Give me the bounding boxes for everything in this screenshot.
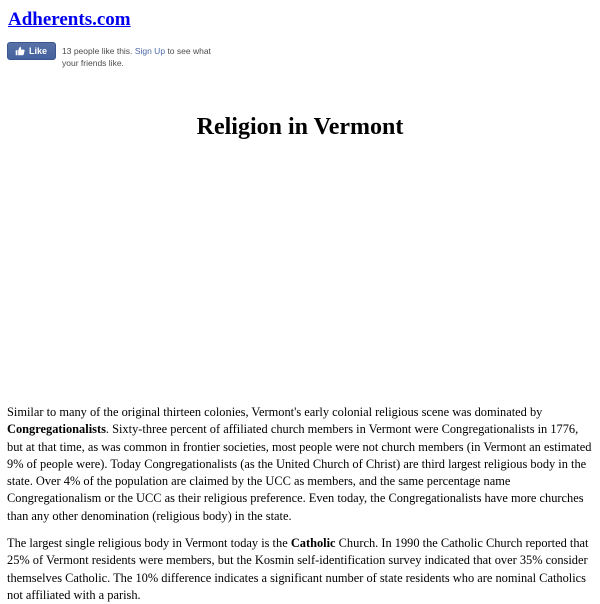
article-paragraph-2 [7, 535, 595, 604]
paragraph-2-bold-term: Catholic [290, 536, 336, 551]
article-body [7, 404, 593, 604]
facebook-like-suffix: to see what your friends like. [62, 46, 211, 68]
paragraph-1-bold-term: Congregationalists [7, 422, 106, 437]
paragraph-1-text: Similar to many of the original thirteen colonies, Vermont's early colonial religious scene was dominated by [7, 405, 543, 419]
empty-content-region [7, 140, 593, 404]
paragraph-1-text-continued: . Sixty-three percent of affiliated church members in Vermont were Congregationalists in 1776, but at that time, as was common in frontier societies, most people were not church members (in Vermont an estimated 9% of people were). Today Congregationalists (as the United Church of Christ) are third largest religious body in the state. Over 4% of the population are claimed by the UCC as members, and the same percentage name Congregationalism or the UCC as their religious preference. Even today, the Congregationalists have more churches than any other denomination (religious body) in the state. [7, 422, 592, 523]
thumbs-up-icon [15, 46, 25, 56]
facebook-signup-link[interactable]: Sign Up [134, 46, 166, 56]
article-paragraph-1 [7, 404, 595, 525]
facebook-like-button[interactable] [7, 42, 56, 60]
page-title: Religion in Vermont [196, 114, 404, 140]
paragraph-2-text: The largest single religious body in Vermont today is the [7, 536, 291, 551]
facebook-like-button-label: Like [29, 46, 48, 56]
site-home-link[interactable]: Adherents.com [8, 9, 131, 30]
paragraph-2-text-continued: Church. In 1990 the Catholic Church reported that 25% of Vermont residents were members, but the Kosmin self-identification survey indicated that over 35% consider themselves Catholic. The 10% difference indicates a significant number of state residents who are nominal Catholics not affiliated with a parish. [7, 536, 589, 602]
facebook-like-count-text [62, 42, 212, 69]
facebook-like-count: 13 people like this. [62, 46, 133, 56]
facebook-like-widget [7, 42, 593, 69]
